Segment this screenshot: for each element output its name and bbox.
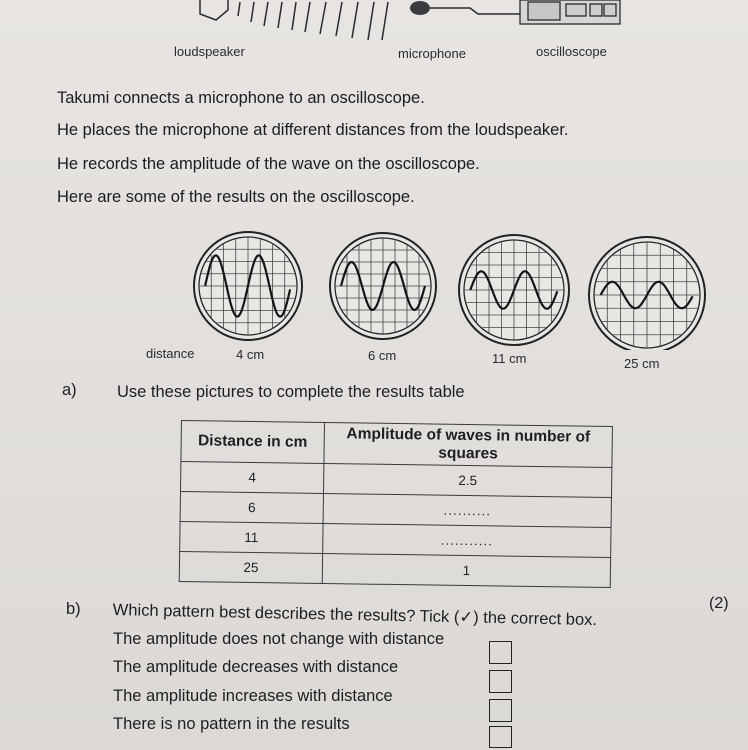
cell-distance: 6 bbox=[180, 492, 323, 524]
answer-blank[interactable]: .......... bbox=[323, 493, 611, 527]
option-4-checkbox[interactable] bbox=[489, 726, 512, 748]
cell-distance: 25 bbox=[179, 551, 322, 583]
question-b-letter: b) bbox=[66, 600, 81, 618]
cell-distance: 11 bbox=[180, 521, 323, 553]
question-a-text: Use these pictures to complete the results table bbox=[117, 383, 465, 401]
intro-line-4: Here are some of the results on the oscilloscope. bbox=[57, 188, 415, 206]
distance-label: distance bbox=[146, 346, 195, 361]
option-1-checkbox[interactable] bbox=[489, 641, 512, 664]
oscilloscope-screen bbox=[589, 237, 705, 350]
results-table bbox=[179, 420, 613, 588]
loudspeaker-label: loudspeaker bbox=[174, 44, 245, 59]
option-2-text: The amplitude decreases with distance bbox=[113, 658, 399, 676]
question-a-letter: a) bbox=[62, 381, 77, 399]
oscilloscope-screens bbox=[0, 220, 748, 350]
marks-label: (2) bbox=[709, 595, 729, 612]
option-3-checkbox[interactable] bbox=[489, 699, 512, 722]
table-header-row bbox=[181, 421, 613, 468]
question-b-text: Which pattern best describes the results? Tick (✓) the correct box. bbox=[112, 600, 598, 630]
intro-line-1: Takumi connects a microphone to an oscilloscope. bbox=[57, 89, 425, 107]
oscilloscope-screen bbox=[459, 235, 569, 345]
oscilloscope-icon bbox=[520, 0, 620, 24]
answer-blank[interactable]: ........... bbox=[323, 523, 611, 557]
option-2-checkbox[interactable] bbox=[489, 670, 512, 693]
scope-distance-2: 6 cm bbox=[368, 348, 397, 363]
option-4-text: There is no pattern in the results bbox=[113, 715, 350, 733]
microphone-icon bbox=[410, 1, 520, 15]
option-3-text: The amplitude increases with distance bbox=[113, 687, 393, 705]
oscilloscope-screen bbox=[330, 233, 436, 339]
cell-distance: 4 bbox=[181, 462, 324, 494]
intro-line-2: He places the microphone at different distances from the loudspeaker. bbox=[57, 121, 569, 139]
table-row bbox=[179, 551, 610, 587]
header-amplitude: Amplitude of waves in number of squares bbox=[324, 423, 613, 468]
oscilloscope-label: oscilloscope bbox=[536, 44, 607, 59]
cell-amplitude: 2.5 bbox=[323, 463, 611, 497]
scope-distance-1: 4 cm bbox=[236, 347, 265, 362]
scope-distance-3: 11 cm bbox=[492, 351, 527, 366]
apparatus-diagram bbox=[0, 0, 748, 48]
microphone-label: microphone bbox=[398, 46, 466, 61]
scope-distance-4: 25 cm bbox=[624, 356, 660, 371]
header-distance: Distance in cm bbox=[181, 421, 325, 464]
loudspeaker-icon bbox=[200, 0, 388, 40]
cell-amplitude: 1 bbox=[322, 553, 610, 587]
oscilloscope-screen bbox=[194, 232, 302, 340]
option-1-text: The amplitude does not change with distance bbox=[113, 630, 445, 648]
intro-line-3: He records the amplitude of the wave on the oscilloscope. bbox=[57, 155, 480, 173]
